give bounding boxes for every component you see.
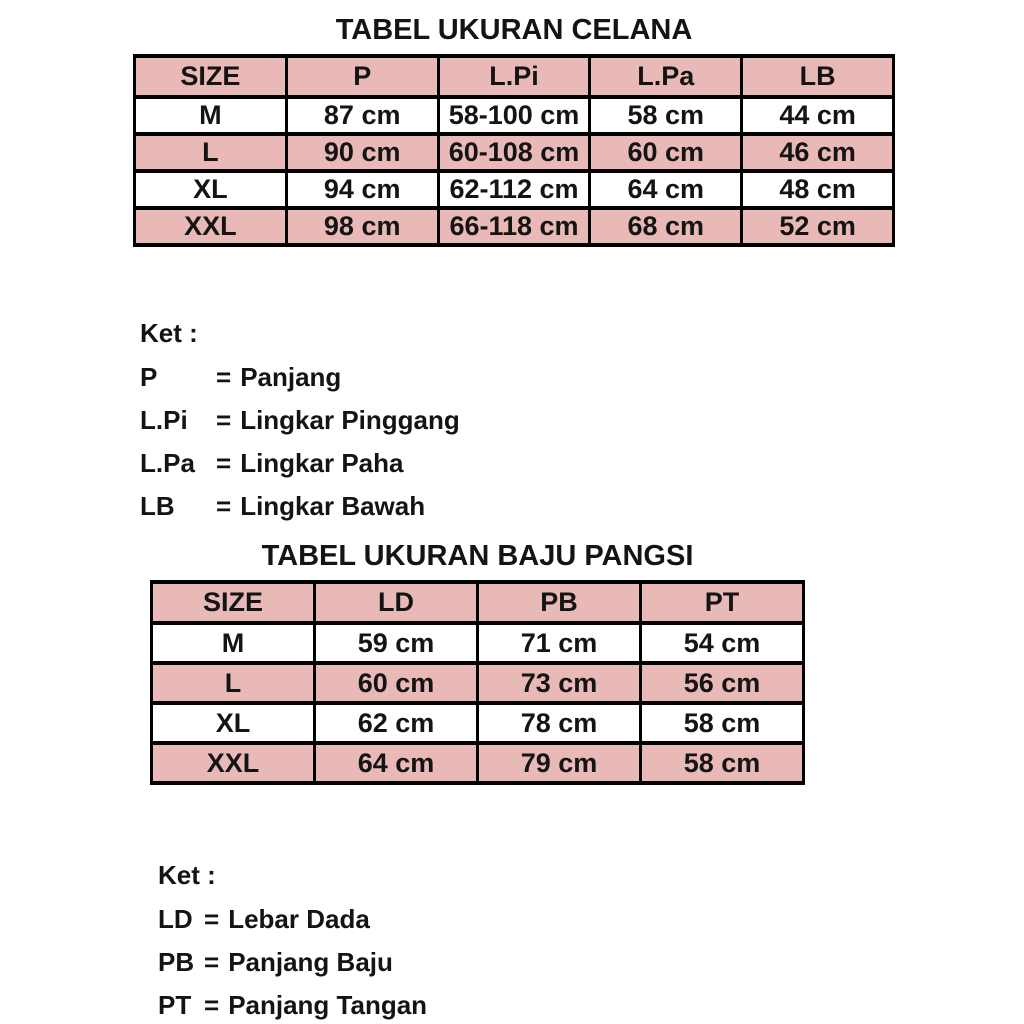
legend-equals: = — [216, 491, 232, 521]
legend-abbr: LD — [158, 904, 193, 934]
column-header-size: SIZE — [135, 56, 287, 97]
table-row-xl — [152, 703, 804, 743]
table-row-m — [135, 97, 894, 134]
table-cell: 56 cm — [641, 663, 804, 703]
shirt-legend — [158, 860, 427, 1024]
legend-item — [158, 991, 427, 1020]
header-row — [152, 582, 804, 623]
size-cell: XL — [135, 171, 287, 208]
table-cell: 79 cm — [478, 743, 641, 783]
table-cell: 58 cm — [641, 703, 804, 743]
table-row-xxl — [135, 208, 894, 245]
table-row-l — [135, 134, 894, 171]
table-cell: 71 cm — [478, 623, 641, 663]
table-cell: 52 cm — [742, 208, 894, 245]
column-header-p: P — [286, 56, 438, 97]
legend-item — [140, 449, 460, 478]
legend-item — [140, 492, 460, 521]
column-header-pt: PT — [641, 582, 804, 623]
column-header-ld: LD — [315, 582, 478, 623]
shirt-table-title: TABEL UKURAN BAJU PANGSI — [261, 540, 694, 572]
legend-abbr: LB — [140, 491, 175, 521]
legend-equals: = — [216, 405, 232, 435]
legend-meaning: Lingkar Pinggang — [240, 405, 460, 435]
table-row-xl — [135, 171, 894, 208]
table-row-m — [152, 623, 804, 663]
pants-size-table — [133, 54, 895, 247]
shirt-size-section — [150, 540, 805, 785]
table-cell: 94 cm — [286, 171, 438, 208]
legend-heading: Ket : — [140, 318, 198, 348]
table-cell: 54 cm — [641, 623, 804, 663]
legend-equals: = — [216, 362, 232, 392]
table-cell: 46 cm — [742, 134, 894, 171]
header-row — [135, 56, 894, 97]
table-row-xxl — [152, 743, 804, 783]
size-cell: L — [135, 134, 287, 171]
legend-item — [158, 948, 427, 977]
column-header-size: SIZE — [152, 582, 315, 623]
table-cell: 60-108 cm — [438, 134, 590, 171]
table-cell: 60 cm — [315, 663, 478, 703]
legend-equals: = — [204, 990, 220, 1020]
table-cell: 68 cm — [590, 208, 742, 245]
table-cell: 73 cm — [478, 663, 641, 703]
legend-meaning: Panjang — [240, 362, 342, 392]
table-cell: 48 cm — [742, 171, 894, 208]
legend-item — [140, 363, 460, 392]
column-header-pb: PB — [478, 582, 641, 623]
legend-equals: = — [204, 947, 220, 977]
pants-table-title: TABEL UKURAN CELANA — [335, 14, 693, 46]
legend-equals: = — [216, 448, 232, 478]
pants-legend — [140, 318, 460, 535]
table-cell: 58-100 cm — [438, 97, 590, 134]
legend-item — [158, 905, 427, 934]
size-cell: XXL — [135, 208, 287, 245]
legend-meaning: Lingkar Paha — [240, 448, 404, 478]
size-cell: L — [152, 663, 315, 703]
table-cell: 87 cm — [286, 97, 438, 134]
column-header-lb: LB — [742, 56, 894, 97]
size-cell: M — [135, 97, 287, 134]
table-cell: 58 cm — [590, 97, 742, 134]
table-cell: 64 cm — [315, 743, 478, 783]
pants-size-section — [133, 14, 895, 247]
legend-item — [140, 406, 460, 435]
legend-meaning: Panjang Baju — [228, 947, 393, 977]
table-cell: 90 cm — [286, 134, 438, 171]
table-cell: 44 cm — [742, 97, 894, 134]
table-cell: 64 cm — [590, 171, 742, 208]
table-cell: 62-112 cm — [438, 171, 590, 208]
shirt-size-table — [150, 580, 805, 785]
table-cell: 66-118 cm — [438, 208, 590, 245]
table-row-l — [152, 663, 804, 703]
table-cell: 60 cm — [590, 134, 742, 171]
legend-abbr: L.Pa — [140, 448, 195, 478]
legend-equals: = — [204, 904, 220, 934]
legend-abbr: PT — [158, 990, 192, 1020]
legend-meaning: Lebar Dada — [228, 904, 370, 934]
size-cell: XL — [152, 703, 315, 743]
table-cell: 78 cm — [478, 703, 641, 743]
legend-meaning: Lingkar Bawah — [240, 491, 426, 521]
table-cell: 59 cm — [315, 623, 478, 663]
table-cell: 62 cm — [315, 703, 478, 743]
size-cell: M — [152, 623, 315, 663]
legend-abbr: PB — [158, 947, 195, 977]
column-header-lpi: L.Pi — [438, 56, 590, 97]
legend-abbr: P — [140, 362, 158, 392]
legend-abbr: L.Pi — [140, 405, 188, 435]
legend-heading: Ket : — [158, 860, 216, 890]
table-cell: 98 cm — [286, 208, 438, 245]
size-cell: XXL — [152, 743, 315, 783]
legend-meaning: Panjang Tangan — [228, 990, 428, 1020]
column-header-lpa: L.Pa — [590, 56, 742, 97]
table-cell: 58 cm — [641, 743, 804, 783]
